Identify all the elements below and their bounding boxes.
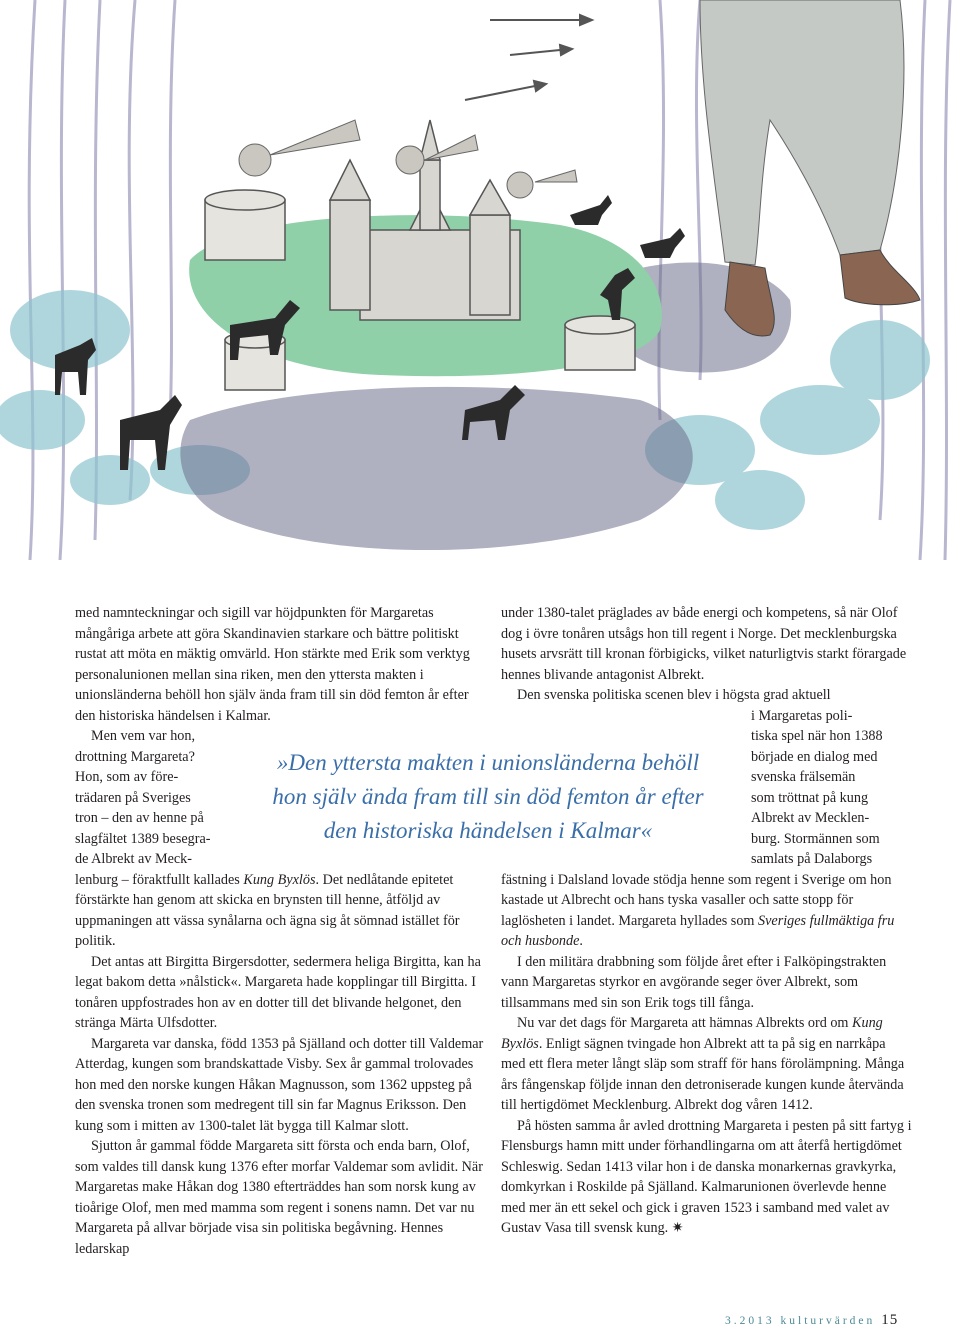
text-line: samlats på Dalaborgs bbox=[751, 851, 873, 867]
text-line: Hon, som av före- bbox=[75, 769, 179, 785]
text-line: svenska frälsemän bbox=[751, 769, 856, 785]
text-line: började en dialog med bbox=[751, 748, 878, 765]
text-line: i Margaretas poli- bbox=[751, 707, 853, 724]
right-column bbox=[501, 603, 913, 1239]
paragraph: under 1380-talet präglades av både energi och kompetens, så när Olof dog i övre tonåren utsågs hon till regent i Norge. Det mecklenburgska husets arvsrätt till kronan förbigicks, vilket naturligtvis starkt förargade hennes blivande antagonist Albrekt. bbox=[501, 605, 907, 683]
text-line: Men vem var hon, bbox=[91, 728, 196, 744]
paragraph: Margareta var danska, född 1353 på Själland och dotter till Valdemar Atterdag, kungen som brandskattade Visby. Sex år gammal trolovades hon med den norske kungen Håkan Magnusson, som 1362 uppsteg på den svenska tronen som medregent till sin far Magnus Eriksson. Den kung som i mitten av 1300-talet lät bygga till Kalmar slott. bbox=[75, 1035, 484, 1134]
illustration bbox=[0, 0, 960, 560]
page-number: 15 bbox=[881, 1312, 899, 1328]
pull-quote-line: hon själv ända fram till sin död femton år efter bbox=[272, 784, 704, 809]
text-run: På hösten samma år avled drottning Margareta i pesten på sitt fartyg i Flensburgs hamn mitt under förhandlingarna om att återfå hertigdömet Schleswig. Sedan 1413 vilar hon i de danska monarkernas gravkyrka, domkyrkan i Roskilde på Själland. Kalmarunionen överlevde henne med mer än ett sekel och gick i graven 1523 i samband med valet av Gustav Vasa till svensk kung. bbox=[501, 1117, 912, 1236]
castle bbox=[330, 120, 520, 320]
text-line: som tröttnat på kung bbox=[751, 789, 869, 806]
pull-quote-line: »Den yttersta makten i unionsländerna behöll bbox=[276, 750, 700, 775]
emphasis: Kung Byxlös bbox=[501, 1015, 883, 1052]
pull-quote-line: den historiska händelsen i Kalmar« bbox=[323, 818, 653, 843]
text-line: Albrekt av Mecklen- bbox=[751, 810, 870, 826]
wrapped-lines bbox=[75, 726, 235, 870]
left-column bbox=[75, 603, 485, 1259]
paragraph bbox=[501, 870, 913, 952]
text-run: fästning i Dalsland lovade stödja henne som regent i Sverige om hon kastade ut Albrecht och hans tyska vasaller och satte stopp för laglösheten i landet. Margareta hyllades som bbox=[501, 871, 892, 929]
arrows bbox=[465, 15, 592, 100]
text-run: lenburg – föraktfullt kallades bbox=[75, 871, 244, 888]
end-mark-icon: ✷ bbox=[671, 1220, 684, 1236]
text-line: tron – den av henne på bbox=[75, 810, 204, 826]
emphasis: Sveriges fullmäktiga fru och husbonde bbox=[501, 912, 895, 949]
paragraph bbox=[501, 1013, 913, 1116]
paragraph: Det antas att Birgitta Birgersdotter, sedermera heliga Birgitta, kan ha legat bakom detta »nålstick«. Margareta hade kopplingar till Birgitta. I tonåren uppfostrades hon av en dotter till det blivande helgonet, den stränga Märta Ulfsdotter. bbox=[75, 953, 481, 1031]
text-line: slagfältet 1389 besegra- bbox=[75, 830, 211, 847]
text-line: trädaren på Sveriges bbox=[75, 789, 191, 806]
paragraph bbox=[501, 1116, 913, 1239]
trumpeters bbox=[239, 120, 577, 198]
paragraph: med namnteckningar och sigill var höjdpunkten för Margaretas mångåriga arbete att göra Skandinavien starkare och bättre politiskt rustat att möta en mäktig omvärld. Hon stärkte med Erik som verktyg personalunionen mellan sina riken, men den yttersta makten i unionsländerna behöll hon själv ända fram till sin död femton år efter den historiska händelsen i Kalmar. bbox=[75, 605, 470, 724]
paragraph: I den militära drabbning som följde året efter i Falköpingstrakten vann Margaretas styrkor en avgörande seger över Albrekt, som tillsammans med sin son Erik togs till fånga. bbox=[501, 953, 887, 1011]
emphasis: Kung Byxlös bbox=[243, 871, 316, 888]
text-line: burg. Stormännen som bbox=[751, 830, 880, 847]
page-footer bbox=[725, 1312, 898, 1329]
text-line: tiska spel när hon 1388 bbox=[751, 728, 883, 744]
wrapped-lines bbox=[751, 706, 913, 870]
giant-legs bbox=[700, 0, 920, 336]
text-line: drottning Margareta? bbox=[75, 748, 195, 765]
issue-label: 3.2013 kulturvärden bbox=[725, 1315, 876, 1327]
paragraph bbox=[75, 870, 485, 952]
paragraph: Sjutton år gammal födde Margareta sitt första och enda barn, Olof, som valdes till dansk kung 1376 efter morfar Valdemar som avlidit. När Margaretas make Håkan dog 1380 efterträddes han som norsk kung av tioårige Olof, men med mamma som regent i sonens namn. Det var nu Margareta på allvar började visa sin politiska begåvning. Hennes ledarskap bbox=[75, 1138, 483, 1257]
text-line: de Albrekt av Meck- bbox=[75, 851, 193, 867]
text-run: . Det nedlåtande epitetet förstärkte han genom att skicka en brynsten till henne, åtföljd av uppmaningen att vässa synålarna och ägna sig åt sömnad istället för politik. bbox=[75, 871, 460, 949]
text-run: . Enligt sägnen tvingade hon Albrekt att ta på sig en narrkåpa med ett flera meter långt släp som straff för hans förolämpning. Många års fångenskap följde innan den detroniserade kungen kunde återvända till hertigdömet Mecklenburg. Albrekt dog våren 1412. bbox=[501, 1035, 905, 1113]
text-run: Nu var det dags för Margareta att hämnas Albrekts ord om bbox=[517, 1015, 853, 1031]
text-run: . bbox=[579, 933, 583, 949]
paragraph: Den svenska politiska scenen blev i högsta grad aktuell bbox=[517, 687, 831, 703]
